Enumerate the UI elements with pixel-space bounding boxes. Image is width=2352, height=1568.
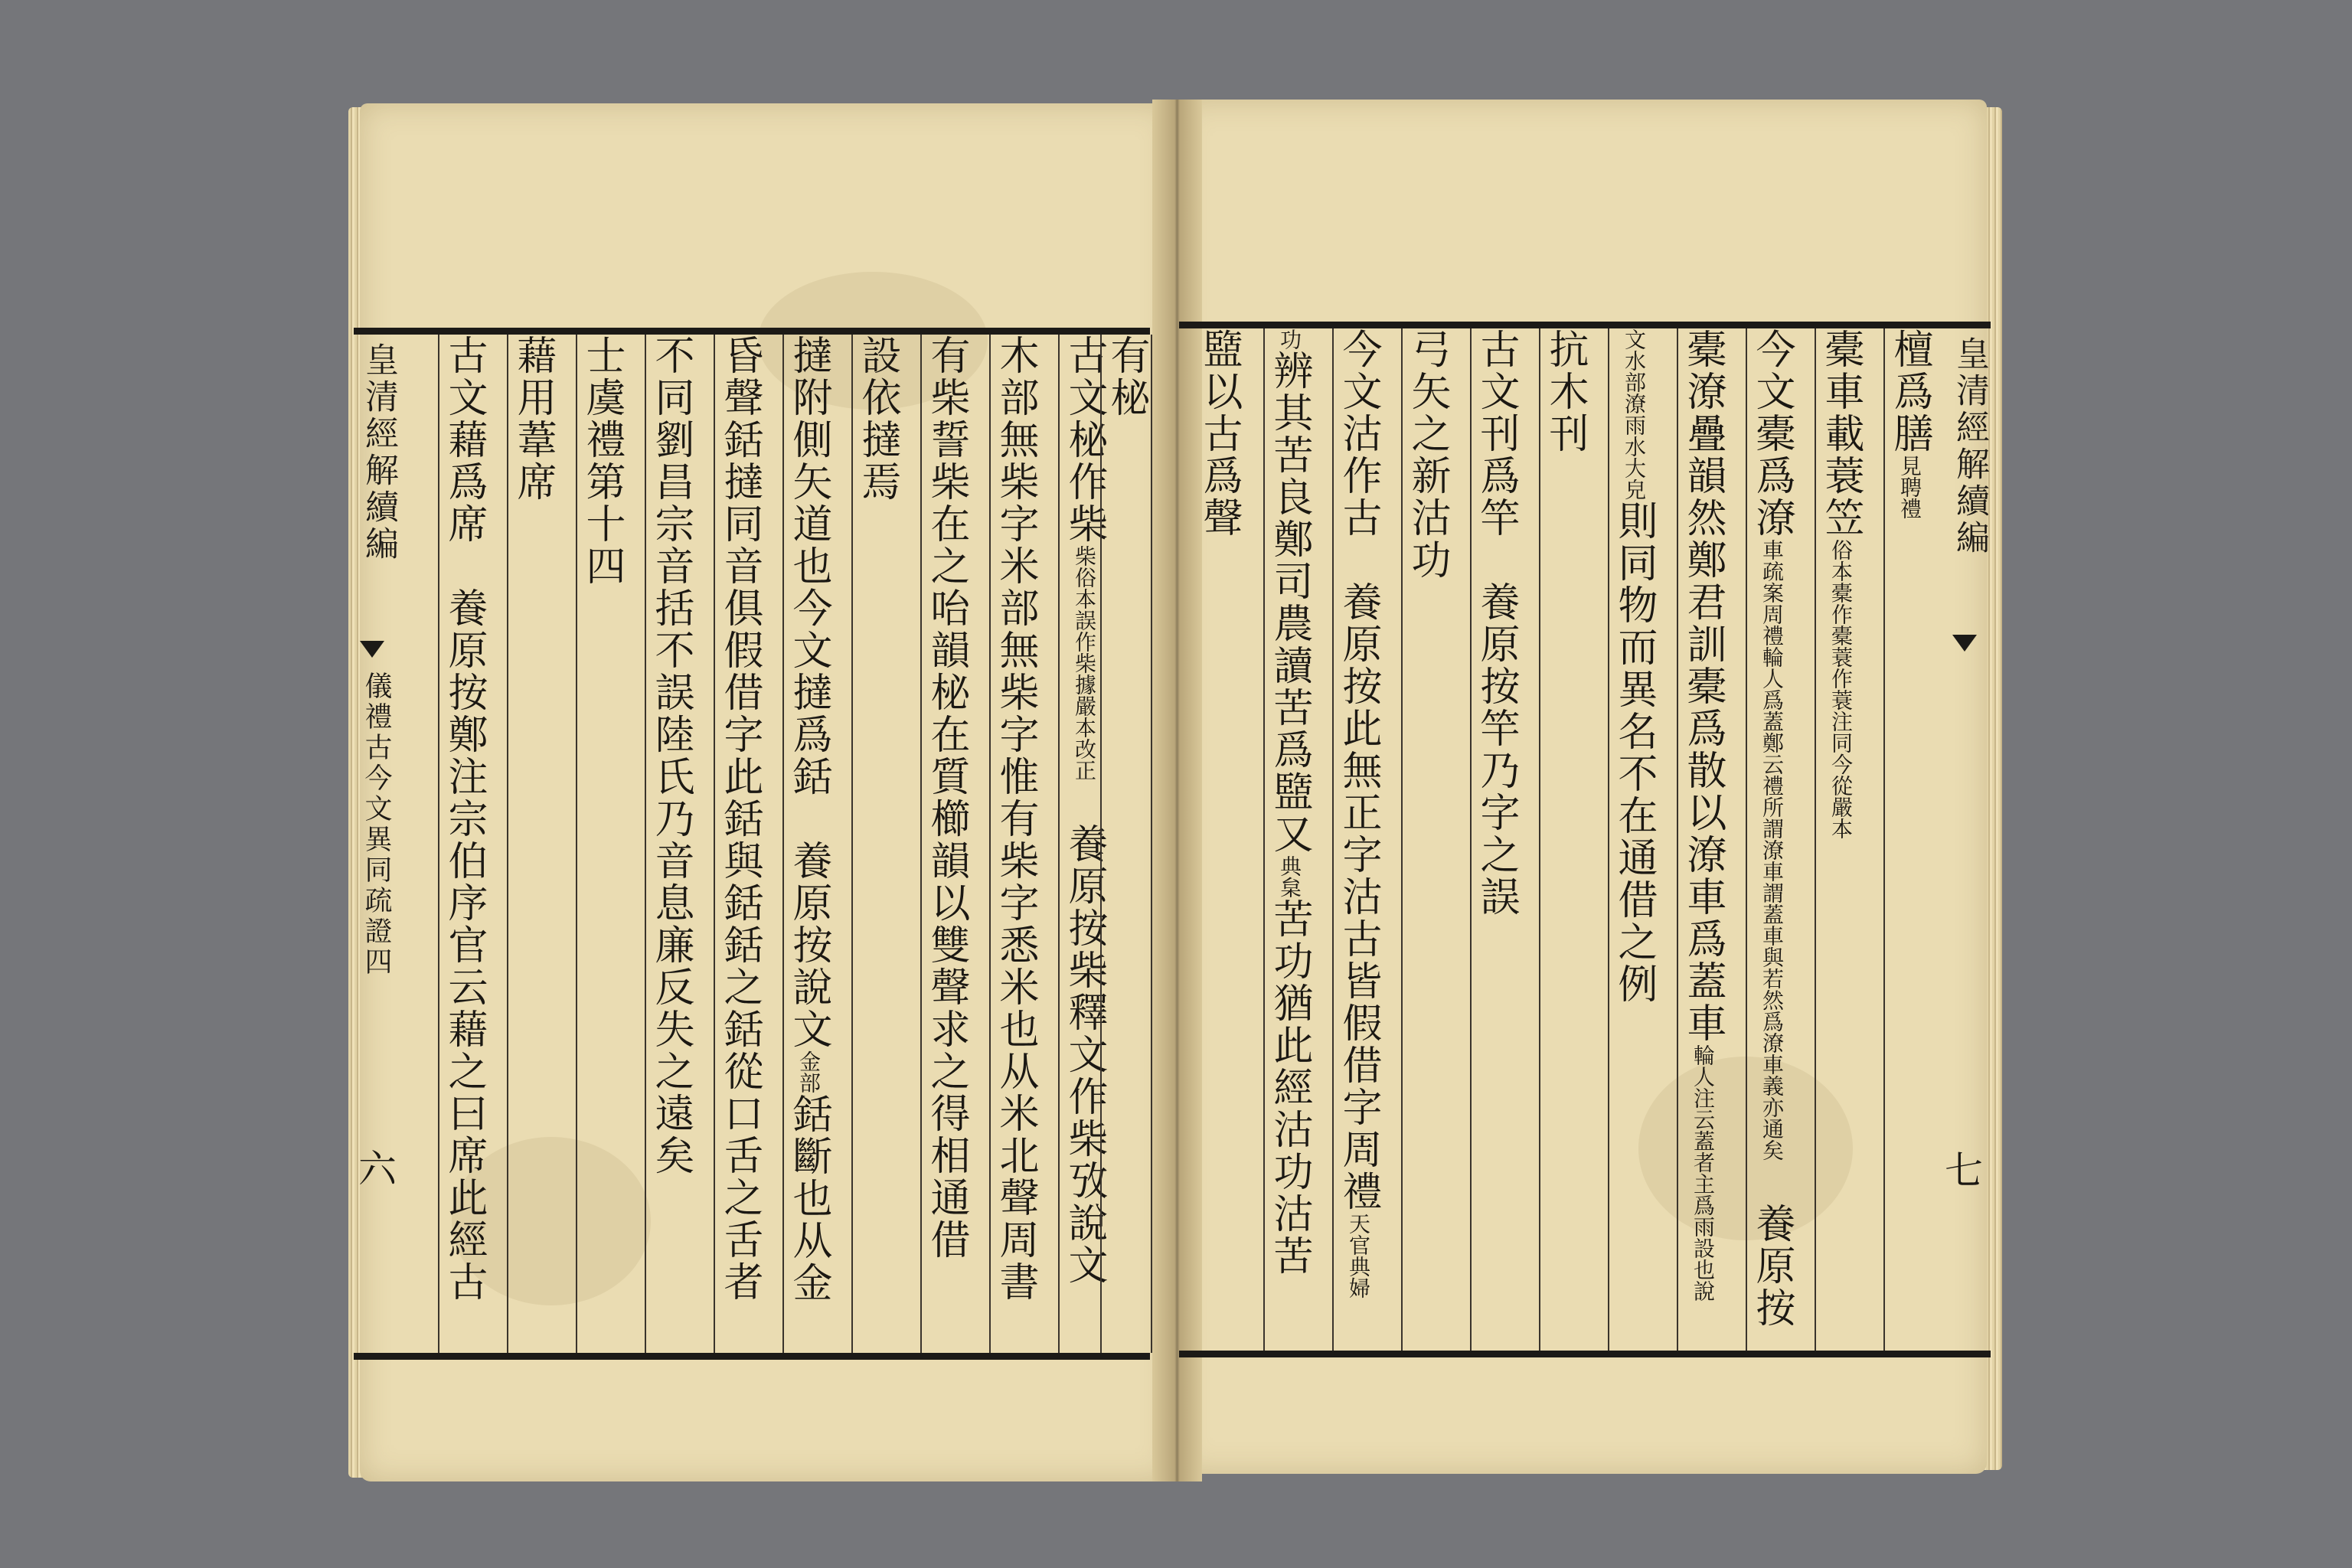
right-text-frame (1179, 322, 1991, 1357)
left-margin-title: 皇清經解續編 (359, 342, 398, 563)
right-margin-title: 皇清經解續編 (1950, 336, 1989, 557)
left-col-07: 昏聲銛撻同音俱假借字此銛與銛銛之銛從口舌之舌者 (714, 335, 764, 1353)
left-text-frame (354, 328, 1150, 1360)
right-col-05: 文水部潦雨水大皃則同物而異名不在通借之例 (1608, 328, 1658, 1351)
right-col-07: 古文刊爲竿 養原按竿乃字之誤 (1470, 328, 1521, 1351)
fish-tail-mark (360, 641, 384, 658)
right-col-08: 弓矢之新沽功 (1401, 328, 1452, 1351)
left-col-10: 藉用葦席 (507, 335, 557, 1353)
right-col-01: 檀爲膳見聘禮 (1883, 328, 1934, 1351)
right-col-04: 橐潦疊韻然鄭君訓橐爲散以潦車爲蓋車輪人注云蓋者主爲雨設也說 (1677, 328, 1727, 1351)
right-folio: 七 (1945, 1148, 1983, 1193)
right-col-02: 橐車載蓑笠俗本橐作橐蓑作蓑注同今從嚴本 (1815, 328, 1865, 1351)
left-col-02: 古文柲作柴柴俗本誤作柴據嚴本改正 養原按柴釋文作柴攷說文 (1058, 335, 1109, 1353)
right-col-11: 盬以古爲聲 (1196, 328, 1242, 539)
left-col-01: 有柲 (1100, 335, 1152, 1353)
right-col-09: 今文沽作古 養原按此無正字沽古皆假借字周禮天官典婦 (1332, 328, 1383, 1351)
left-col-09: 士虞禮第十四 (576, 335, 626, 1353)
left-col-03: 木部無柴字米部無柴字惟有柴字悉米也从米北聲周書 (989, 335, 1040, 1353)
left-folio: 六 (358, 1147, 397, 1191)
left-margin-subtitle: 儀禮古今文異同疏證四 (361, 671, 392, 978)
left-col-11: 古文藉爲席 養原按鄭注宗伯序官云藉之曰席此經古 (438, 335, 488, 1353)
right-col-03: 今文橐爲潦車疏案周禮輪人爲蓋鄭云禮所謂潦車謂蓋車與若然爲潦車義亦通矣 養原按 (1746, 328, 1796, 1351)
left-col-06: 撻附側矢道也今文撻爲銛 養原按說文金部銛斷也从金 (782, 335, 833, 1353)
left-col-05: 設依撻焉 (851, 335, 902, 1353)
right-col-06: 抗木刊 (1539, 328, 1589, 1351)
left-col-04: 有柴誓柴在之咍韻柲在質櫛韻以雙聲求之得相通借 (920, 335, 971, 1353)
right-col-10: 功辨其苦良鄭司農讀苦爲盬又典枲苦功猶此經沽功沽苦 (1263, 328, 1314, 1351)
left-col-08: 不同劉昌宗音括不誤陸氏乃音息廉反失之遠矣 (645, 335, 695, 1353)
fish-tail-mark (1952, 635, 1977, 652)
